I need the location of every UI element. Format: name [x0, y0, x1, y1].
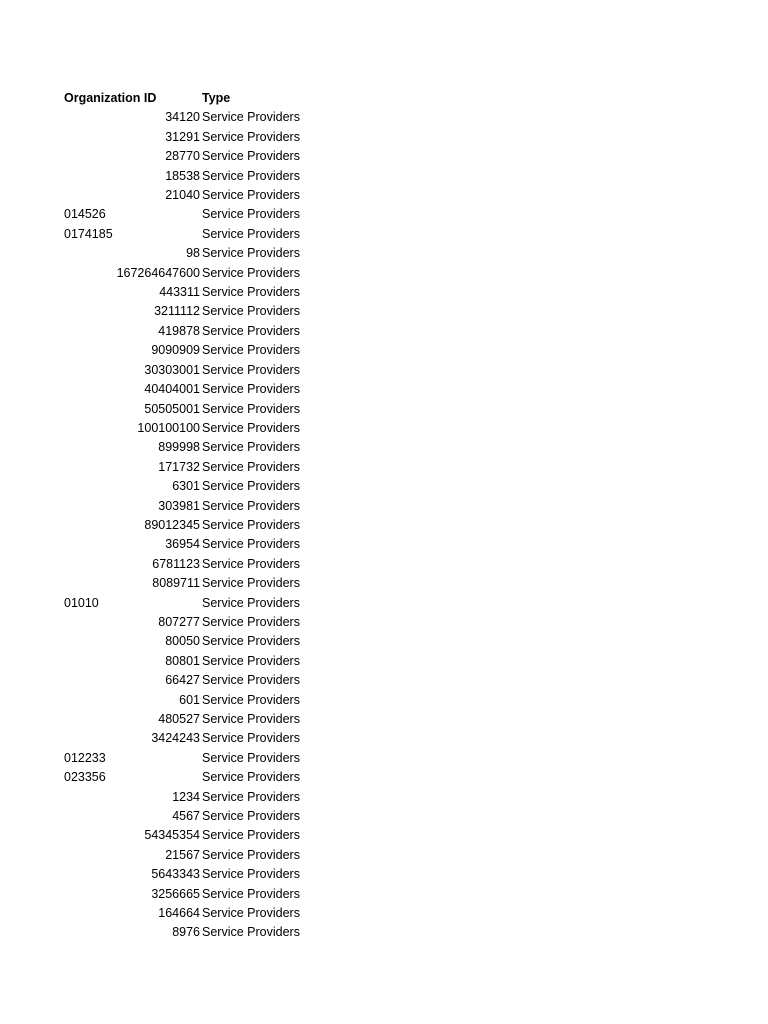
table-row: [60, 710, 342, 729]
organization-id-cell: 34120: [165, 110, 200, 125]
table-row: [60, 788, 342, 807]
table-row: [60, 652, 342, 671]
type-cell: Service Providers: [202, 188, 300, 203]
table-row: [60, 516, 342, 535]
table-row: [60, 865, 342, 884]
table-row: [60, 632, 342, 651]
organization-id-cell: 8976: [172, 925, 200, 940]
organization-id-cell: 0174185: [64, 226, 113, 241]
organization-id-cell: 18538: [165, 168, 200, 183]
organization-id-cell: 54345354: [144, 828, 200, 843]
organization-id-cell: 40404001: [144, 382, 200, 397]
organization-id-cell: 36954: [165, 537, 200, 552]
type-cell: Service Providers: [202, 362, 300, 377]
type-cell: Service Providers: [202, 498, 300, 513]
organization-id-cell: 31291: [165, 129, 200, 144]
type-cell: Service Providers: [202, 459, 300, 474]
organization-id-cell: 21040: [165, 188, 200, 203]
organization-id-cell: 89012345: [144, 517, 200, 532]
table-row: [60, 671, 342, 690]
type-cell: Service Providers: [202, 847, 300, 862]
type-cell: Service Providers: [202, 110, 300, 125]
organization-id-cell: 167264647600: [116, 265, 200, 280]
type-cell: Service Providers: [202, 634, 300, 649]
table-row: [60, 380, 342, 399]
organization-id-cell: 171732: [158, 459, 200, 474]
type-cell: Service Providers: [202, 750, 300, 765]
type-cell: Service Providers: [202, 867, 300, 882]
table-row: [60, 477, 342, 496]
table-row: [60, 108, 342, 127]
table-row: [60, 555, 342, 574]
table-body: [60, 108, 342, 942]
table-row: [60, 186, 342, 205]
type-cell: Service Providers: [202, 886, 300, 901]
organization-id-cell: 8089711: [152, 576, 200, 591]
organization-id-cell: 30303001: [144, 362, 200, 377]
table-row: [60, 302, 342, 321]
type-cell: Service Providers: [202, 420, 300, 435]
organization-id-cell: 419878: [158, 323, 200, 338]
table-row: [60, 535, 342, 554]
organization-id-cell: 80050: [165, 634, 200, 649]
table-row: [60, 768, 342, 787]
type-cell: Service Providers: [202, 323, 300, 338]
organization-id-cell: 3211112: [154, 304, 200, 319]
header-row: [60, 89, 342, 108]
header-organization-id: Organization ID: [64, 91, 157, 105]
type-cell: Service Providers: [202, 556, 300, 571]
organization-id-cell: 012233: [64, 750, 106, 765]
header-type: Type: [202, 91, 231, 105]
type-cell: Service Providers: [202, 809, 300, 824]
type-cell: Service Providers: [202, 731, 300, 746]
table-row: [60, 497, 342, 516]
organization-id-cell: 21567: [165, 847, 200, 862]
type-cell: Service Providers: [202, 149, 300, 164]
type-cell: Service Providers: [202, 614, 300, 629]
table-row: [60, 594, 342, 613]
type-cell: Service Providers: [202, 479, 300, 494]
organization-id-cell: 98: [186, 246, 200, 261]
type-cell: Service Providers: [202, 712, 300, 726]
type-cell: Service Providers: [202, 925, 300, 940]
type-cell: Service Providers: [202, 246, 300, 261]
table-row: [60, 438, 342, 457]
type-cell: Service Providers: [202, 401, 300, 416]
organization-id-cell: 9090909: [151, 343, 200, 358]
organization-id-cell: 6781123: [152, 556, 200, 571]
table-row: [60, 361, 342, 380]
table-row: [60, 341, 342, 360]
table-row: [60, 923, 342, 942]
table-row: [60, 283, 342, 302]
type-cell: Service Providers: [202, 285, 300, 300]
table-row: [60, 147, 342, 166]
table-row: [60, 419, 342, 438]
table-row: [60, 691, 342, 710]
organization-id-cell: 601: [179, 692, 200, 707]
organization-id-cell: 303981: [158, 498, 200, 513]
type-cell: Service Providers: [202, 517, 300, 532]
type-cell: Service Providers: [202, 343, 300, 358]
organization-id-cell: 66427: [165, 673, 200, 688]
organization-id-cell: 443311: [159, 285, 200, 300]
type-cell: Service Providers: [202, 207, 300, 222]
type-cell: Service Providers: [202, 440, 300, 455]
table-row: [60, 322, 342, 341]
organization-id-cell: 80801: [165, 653, 200, 668]
organization-id-cell: 28770: [165, 149, 200, 164]
type-cell: Service Providers: [202, 789, 300, 804]
type-cell: Service Providers: [202, 692, 300, 707]
table-row: [60, 458, 342, 477]
type-cell: Service Providers: [202, 226, 300, 241]
table-row: [60, 574, 342, 593]
type-cell: Service Providers: [202, 906, 300, 921]
organization-id-cell: 4567: [172, 809, 200, 824]
table-row: [60, 729, 342, 748]
type-cell: Service Providers: [202, 129, 300, 144]
type-cell: Service Providers: [202, 828, 300, 843]
type-cell: Service Providers: [202, 304, 300, 319]
organization-id-cell: 5643343: [151, 867, 200, 882]
type-cell: Service Providers: [202, 653, 300, 668]
table-row: [60, 826, 342, 845]
organization-id-cell: 100100100: [137, 420, 200, 435]
table-row: [60, 885, 342, 904]
organization-id-cell: 807277: [158, 614, 200, 629]
organization-id-cell: 3256665: [151, 886, 200, 901]
table-row: [60, 244, 342, 263]
type-cell: Service Providers: [202, 537, 300, 552]
organization-id-cell: 50505001: [144, 401, 200, 416]
table-row: [60, 128, 342, 147]
table-row: [60, 205, 342, 224]
table-row: [60, 904, 342, 923]
organization-id-cell: 1234: [172, 789, 200, 804]
organization-id-cell: 6301: [172, 479, 200, 494]
type-cell: Service Providers: [202, 382, 300, 397]
organization-id-cell: 164664: [158, 906, 200, 921]
organization-id-cell: 023356: [64, 770, 106, 785]
type-cell: Service Providers: [202, 673, 300, 688]
organization-id-cell: 01010: [64, 595, 99, 610]
type-cell: Service Providers: [202, 770, 300, 785]
table-row: [60, 400, 342, 419]
table-row: [60, 807, 342, 826]
type-cell: Service Providers: [202, 168, 300, 183]
table-row: [60, 167, 342, 186]
type-cell: Service Providers: [202, 595, 300, 610]
organization-id-cell: 3424243: [151, 731, 200, 746]
table-row: [60, 264, 342, 283]
type-cell: Service Providers: [202, 265, 300, 280]
organization-id-cell: 480527: [158, 712, 200, 726]
type-cell: Service Providers: [202, 576, 300, 591]
organization-id-cell: 014526: [64, 207, 106, 222]
table-row: [60, 846, 342, 865]
organization-table: [60, 89, 342, 943]
table-row: [60, 613, 342, 632]
organization-id-cell: 899998: [158, 440, 200, 455]
table-row: [60, 225, 342, 244]
table-row: [60, 749, 342, 768]
